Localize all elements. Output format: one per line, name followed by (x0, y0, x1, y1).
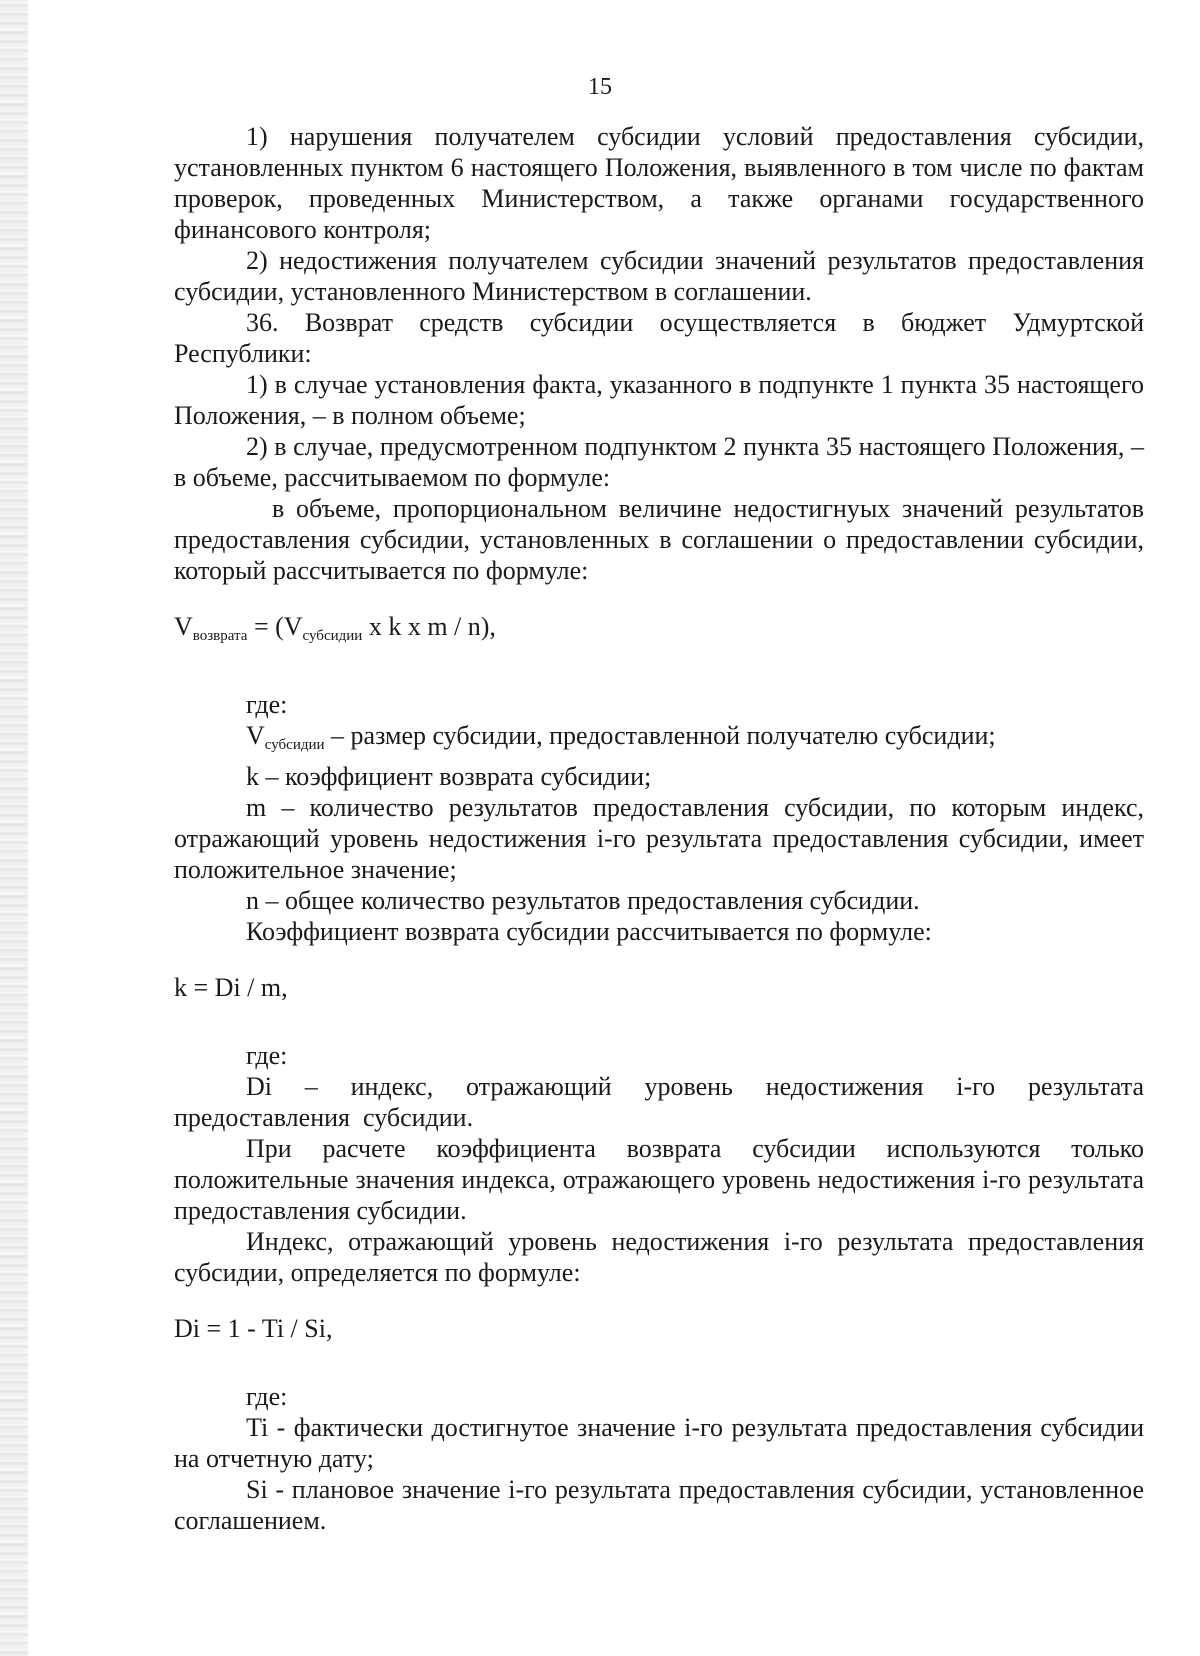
paragraph-return-funds: 36. Возврат средств субсидии осуществляется в бюджет Удмуртской Республики: (174, 308, 1144, 368)
definition-ti: Ti - фактически достигнутое значение i-го результата предоставления субсидии на отчетную дату; (174, 1413, 1144, 1473)
paragraph-violation-conditions: 1) нарушения получателем субсидии условий предоставления субсидии, установленных пунктом 6 настоящего Положения, выявленного в том числе по фактам проверок, проведенных Министерством, а также органами государственного финансового контроля; (174, 122, 1144, 244)
formula-v-return-symbol: V (174, 612, 193, 641)
definition-v-symbol: V (246, 721, 265, 750)
formula-v-return-subscript: возврата (192, 628, 248, 644)
formula-v-return (174, 611, 1144, 652)
paragraph-k-intro: Коэффициент возврата субсидии рассчитывается по формуле: (246, 917, 932, 946)
paragraph-index-intro: Индекс, отражающий уровень недостижения i-го результата предоставления субсидии, определяется по формуле: (174, 1227, 1144, 1287)
document-body (174, 121, 1144, 1536)
definition-v-text: – размер субсидии, предоставленной получателю субсидии; (324, 721, 996, 750)
definition-n: n – общее количество результатов предоставления субсидии. (246, 886, 920, 915)
formula-di: Di = 1 - Ti / Si, (174, 1314, 333, 1343)
definition-m: m – количество результатов предоставления субсидии, по которым индекс, отражающий уровень недостижения i-го результата предоставления субсидии, имеет положительное значение; (174, 793, 1144, 884)
definition-v-subscript: субсидии (264, 737, 325, 753)
paragraph-formula-return: 2) в случае, предусмотренном подпунктом 2 пункта 35 настоящего Положения, – в объеме, рассчитываемом по формуле: (174, 432, 1144, 492)
page-number: 15 (588, 74, 612, 100)
definition-v-subsidy (174, 720, 1144, 761)
paragraph-calculation-note: При расчете коэффициента возврата субсидии используются только положительные значения индекса, отражающего уровень недостижения i-го результата предоставления субсидии. (174, 1134, 1144, 1225)
paragraph-full-return: 1) в случае установления факта, указанного в подпункте 1 пункта 35 настоящего Положения, – в полном объеме; (174, 370, 1144, 430)
definition-si: Si - плановое значение i-го результата предоставления субсидии, установленное соглашением. (174, 1475, 1144, 1535)
paragraph-proportional: в объеме, пропорциональном величине недостигнуых значений результатов предоставления субсидии, установленных в соглашении о предоставлении субсидии, который рассчитывается по формуле: (174, 494, 1144, 585)
formula-v-return-rest: x k x m / n), (362, 612, 496, 641)
definition-di: Di – индекс, отражающий уровень недостижения i-го результата предоставления субсидии. (174, 1072, 1144, 1132)
definition-k: k – коэффициент возврата субсидии; (246, 762, 652, 791)
formula-v-subsidy-subscript: субсидии (302, 628, 363, 644)
scan-edge-artifact (0, 0, 28, 1656)
where-label-3: где: (246, 1382, 288, 1411)
paragraph-non-achievement: 2) недостижения получателем субсидии значений результатов предоставления субсидии, установленного Министерством в соглашении. (174, 246, 1144, 306)
where-label-2: где: (246, 1041, 288, 1070)
formula-v-return-open: = (V (247, 612, 303, 641)
where-label-1: где: (246, 690, 288, 719)
formula-k: k = Di / m, (174, 973, 288, 1002)
